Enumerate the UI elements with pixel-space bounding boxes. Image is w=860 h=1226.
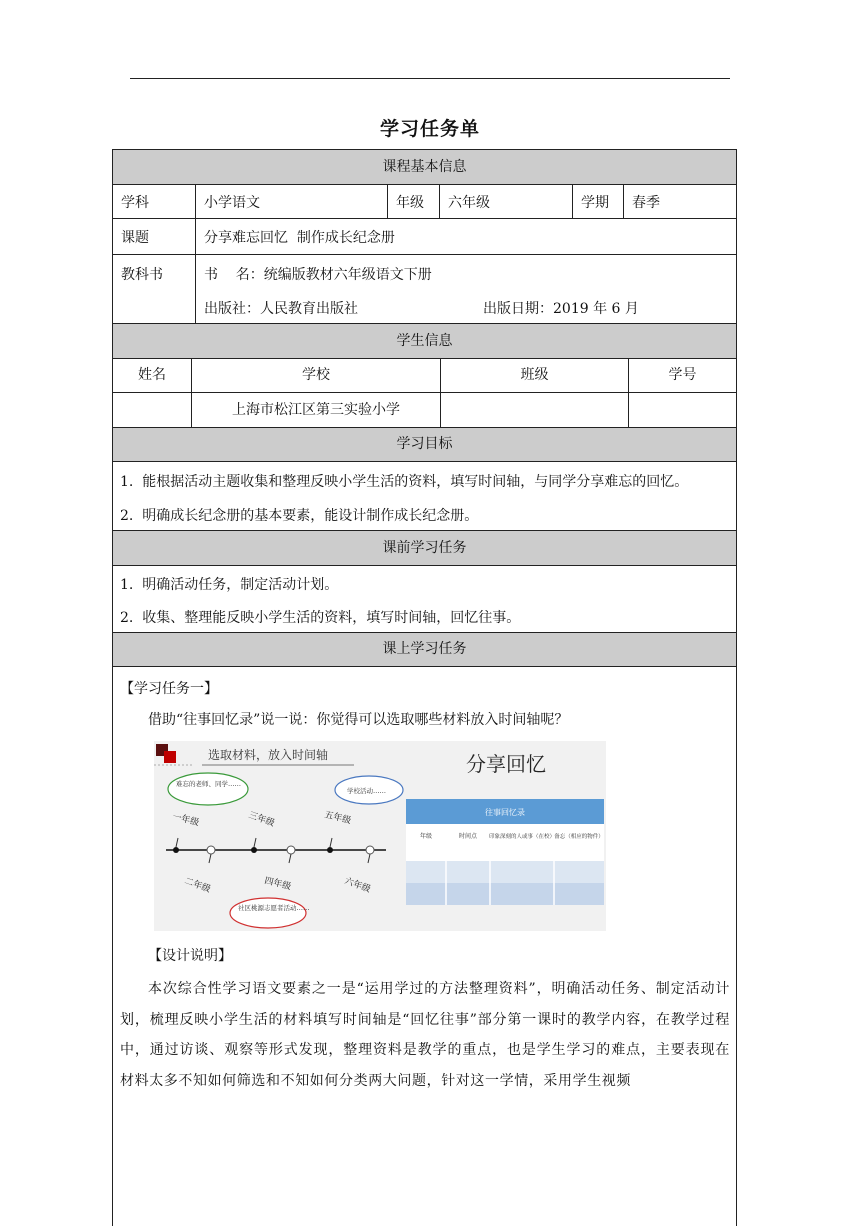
page-title: 学习任务单 [379, 118, 480, 140]
student-info-header-text: 学生信息 [396, 333, 453, 349]
design-text: 本次综合性学习语文要素之一是“运用学过的方法整理资料”，明确活动任务、制定活动计划，梳理反映小学生活的材料填写时间轴是“回忆往事”部分第一课时的教学内容，在教学过程中，通过访谈、观察等形式发现，整理资料是教学的重点，也是学生学习的难点，主要表现在材料太多不知如何筛选和不知如何分类两大问题，针对这一学情，采用学生视频 [120, 981, 730, 1089]
book-name: 书 名：统编版教材六年级语文下册 [204, 267, 432, 283]
subject-value-cell [195, 184, 388, 219]
goals-header-text: 学习目标 [396, 436, 453, 452]
name-label: 姓名 [138, 367, 166, 383]
grade-6-label: 六年级 [342, 876, 372, 896]
grade-4-label: 四年级 [263, 876, 292, 893]
pre-task-item-1: 1. 明确活动任务，制定活动计划。 [120, 577, 339, 593]
bubble-teacher-shape [168, 773, 248, 805]
slide-big-title: 分享回忆 [466, 752, 546, 776]
task1-label: 【学习任务一】 [120, 681, 218, 697]
term-label: 学期 [581, 195, 609, 211]
grade-label-cell [387, 184, 440, 219]
topic-label-cell [112, 218, 196, 255]
name-value-cell[interactable] [112, 392, 192, 428]
id-label: 学号 [668, 367, 697, 383]
goal-item-1: 1. 能根据活动主题收集和整理反映小学生活的资料，填写时间轴，与同学分享难忘的回忆。 [120, 474, 689, 490]
bubble-community-text: 社区桃源志愿者活动…… [238, 904, 310, 912]
goal-item-2: 2. 明确成长纪念册的基本要素，能设计制作成长纪念册。 [120, 508, 479, 524]
term-value: 春季 [632, 195, 660, 211]
school-label-cell [191, 358, 441, 393]
topic-value-cell [195, 218, 737, 255]
id-label-cell [628, 358, 737, 393]
grade-3-label: 三年级 [246, 810, 276, 830]
textbook-value-cell [195, 254, 737, 324]
class-tasks-header-text: 课上学习任务 [382, 641, 467, 657]
term-label-cell [572, 184, 624, 219]
term-value-cell [623, 184, 737, 219]
timeline-dot-3 [251, 847, 257, 853]
school-value: 上海市松江区第三实验小学 [232, 402, 400, 418]
grade-value-cell [439, 184, 573, 219]
goals-body [112, 461, 737, 531]
memory-col-event: 印象深刻的人或事（在校） [488, 834, 556, 840]
bubble-community-shape [230, 898, 306, 928]
grade-value: 六年级 [448, 195, 490, 211]
topic-label: 课题 [121, 230, 149, 246]
memory-table-header-row [406, 824, 604, 861]
task1-prompt: 借助“往事回忆录”说一说：你觉得可以选取哪些材料放入时间轴呢？ [148, 712, 569, 728]
timeline-dot-5 [327, 847, 333, 853]
goals-header [112, 427, 737, 462]
slide-graphic [154, 741, 606, 931]
memory-table-title: 往事回忆录 [485, 808, 525, 817]
class-label-cell [440, 358, 629, 393]
memory-table-row-1 [406, 861, 604, 883]
header-rule [130, 78, 730, 79]
subject-value: 小学语文 [204, 195, 260, 211]
subject-label-cell [112, 184, 196, 219]
bubble-school-text: 学校活动…… [347, 787, 386, 795]
school-value-cell[interactable] [191, 392, 441, 428]
pre-tasks-body [112, 565, 737, 633]
pre-tasks-header-text: 课前学习任务 [382, 540, 467, 556]
subject-label: 学科 [121, 195, 149, 211]
pre-tasks-header [112, 530, 737, 566]
grade-2-label: 二年级 [182, 876, 212, 896]
student-info-header [112, 323, 737, 359]
timeline-dot-2 [207, 846, 215, 854]
grade-label: 年级 [396, 195, 424, 211]
timeline-dot-6 [366, 846, 374, 854]
textbook-label-cell [112, 254, 196, 324]
id-value-cell[interactable] [628, 392, 737, 428]
textbook-label: 教科书 [121, 267, 163, 283]
timeline-dot-4 [287, 846, 295, 854]
memory-col-grade: 年级 [419, 833, 433, 840]
class-label: 班级 [520, 367, 549, 383]
school-label: 学校 [302, 367, 330, 383]
design-label: 【设计说明】 [148, 948, 232, 964]
class-value-cell[interactable] [440, 392, 629, 428]
name-label-cell [112, 358, 192, 393]
publish-date: 出版日期：2019 年 6 月 [483, 301, 639, 317]
memory-col-time: 时间点 [458, 833, 478, 840]
memory-col-note: 备忘（相应的物件） [554, 834, 604, 840]
memory-table-row-2 [406, 883, 604, 905]
bubble-teacher-text: 难忘的老师、同学…… [176, 780, 241, 788]
slide-image [154, 741, 606, 931]
topic-value: 分享难忘回忆 制作成长纪念册 [204, 230, 395, 246]
slide-heading: 选取材料，放入时间轴 [208, 748, 329, 762]
class-tasks-header [112, 632, 737, 667]
grade-1-label: 一年级 [171, 812, 200, 829]
pre-task-item-2: 2. 收集、整理能反映小学生活的资料，填写时间轴，回忆往事。 [120, 610, 521, 626]
course-info-header-text: 课程基本信息 [382, 159, 467, 175]
course-info-header [112, 149, 737, 185]
slide-deco-square-red [164, 751, 176, 763]
grade-5-label: 五年级 [323, 810, 352, 827]
timeline-dot-1 [173, 847, 179, 853]
publisher: 出版社：人民教育出版社 [204, 301, 358, 317]
